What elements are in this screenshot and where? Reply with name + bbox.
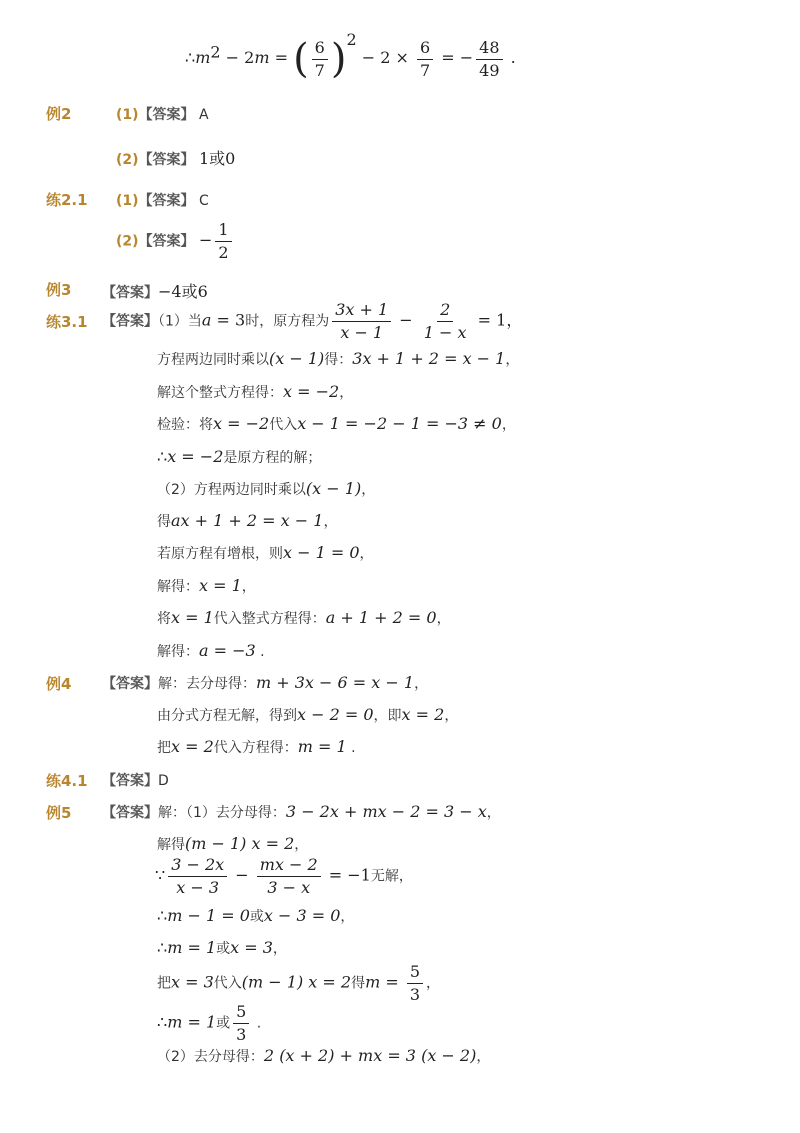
top-equation: $\therefore m^2 - 2m$ = ( $\frac{6}{7}$ )$^2$ − 2 × $\frac{6}{7}$ = − $\frac{48}{49}$ . [185, 30, 516, 82]
label-example-3: 例3 [46, 281, 72, 299]
fraction: $\frac{3x + 1}{x - 1}$ [332, 300, 391, 343]
p31-line-8: 若原方程有增根，则x − 1 = 0， [157, 543, 374, 562]
ex5-line-4: ∴m − 1 = 0或x − 3 = 0， [157, 906, 355, 925]
p31-line-9: 解得：x = 1， [157, 576, 256, 595]
p31-line-5: ∴x = −2是原方程的解； [157, 447, 322, 466]
ex4-line-3: 把x = 2代入方程得：m = 1 . [157, 737, 356, 756]
ex2-answer-2: (2)【答案】 1或0 [116, 149, 236, 168]
fraction: $\frac{mx - 2}{3 - x}$ [257, 855, 321, 898]
ex5-line-3: ∵ $\frac{3 - 2x}{x - 3}$ − $\frac{mx - 2}{3 - x}$ = −1无解， [155, 855, 413, 897]
p21-answer-2: (2)【答案】 − $\frac{1}{2}$ [116, 220, 235, 263]
therefore-symbol: ∴ [185, 48, 196, 67]
fraction: $\frac{6}{7}$ [417, 38, 433, 81]
fraction: $\frac{48}{49}$ [476, 38, 502, 81]
label-example-5: 例5 [46, 804, 72, 822]
p41-answer: 【答案】D [102, 773, 169, 789]
ex5-line-1: 【答案】解：（1）去分母得：3 − 2x + mx − 2 = 3 − x， [102, 802, 501, 821]
ex2-answer-1: (1)【答案】 A [116, 107, 209, 123]
ex4-line-2: 由分式方程无解，得到x − 2 = 0，即x = 2， [157, 705, 459, 724]
fraction: $\frac{5}{3}$ [407, 962, 423, 1005]
p31-line-2: 方程两边同时乘以(x − 1)得：3x + 1 + 2 = x − 1， [157, 349, 520, 368]
p31-line-7: 得ax + 1 + 2 = x − 1， [157, 511, 338, 530]
label-practice-4-1: 练4.1 [46, 772, 88, 790]
ex5-line-8: （2）去分母得：2 (x + 2) + mx = 3 (x − 2)， [157, 1046, 491, 1065]
p31-line-3: 解这个整式方程得：x = −2， [157, 382, 354, 401]
label-practice-2-1: 练2.1 [46, 191, 88, 209]
ex5-line-5: ∴m = 1或x = 3， [157, 938, 287, 957]
fraction: $\frac{1}{2}$ [215, 220, 231, 263]
label-example-2: 例2 [46, 105, 72, 123]
ex4-line-1: 【答案】解：去分母得：m + 3x − 6 = x − 1， [102, 673, 429, 692]
p31-line-11: 解得：a = −3 . [157, 641, 265, 660]
ex3-answer: 【答案】−4或6 [102, 282, 208, 301]
fraction: $\frac{6}{7}$ [312, 38, 328, 81]
fraction: $\frac{2}{1 - x}$ [423, 300, 467, 342]
fraction: $\frac{3 - 2x}{x - 3}$ [168, 855, 227, 898]
p31-line-4: 检验：将x = −2代入x − 1 = −2 − 1 = −3 ≠ 0， [157, 414, 516, 433]
label-example-4: 例4 [46, 675, 72, 693]
ex5-line-6: 把x = 3代入(m − 1) x = 2得m = $\frac{5}{3}$ ， [157, 962, 440, 1004]
fraction: $\frac{5}{3}$ [233, 1002, 249, 1045]
p31-line-6: （2）方程两边同时乘以(x − 1)， [157, 479, 376, 498]
ex5-line-7: ∴m = 1或 $\frac{5}{3}$ . [157, 1002, 262, 1044]
p31-line-10: 将x = 1代入整式方程得：a + 1 + 2 = 0， [157, 608, 451, 627]
ex5-line-2: 解得(m − 1) x = 2， [157, 834, 309, 853]
p31-line-1: 【答案】（1）当a = 3时，原方程为 $\frac{3x + 1}{x - 1}$ − $\frac{2}{1 - x}$ = 1， [102, 300, 523, 342]
label-practice-3-1: 练3.1 [46, 313, 88, 331]
p21-answer-1: (1)【答案】 C [116, 193, 209, 209]
